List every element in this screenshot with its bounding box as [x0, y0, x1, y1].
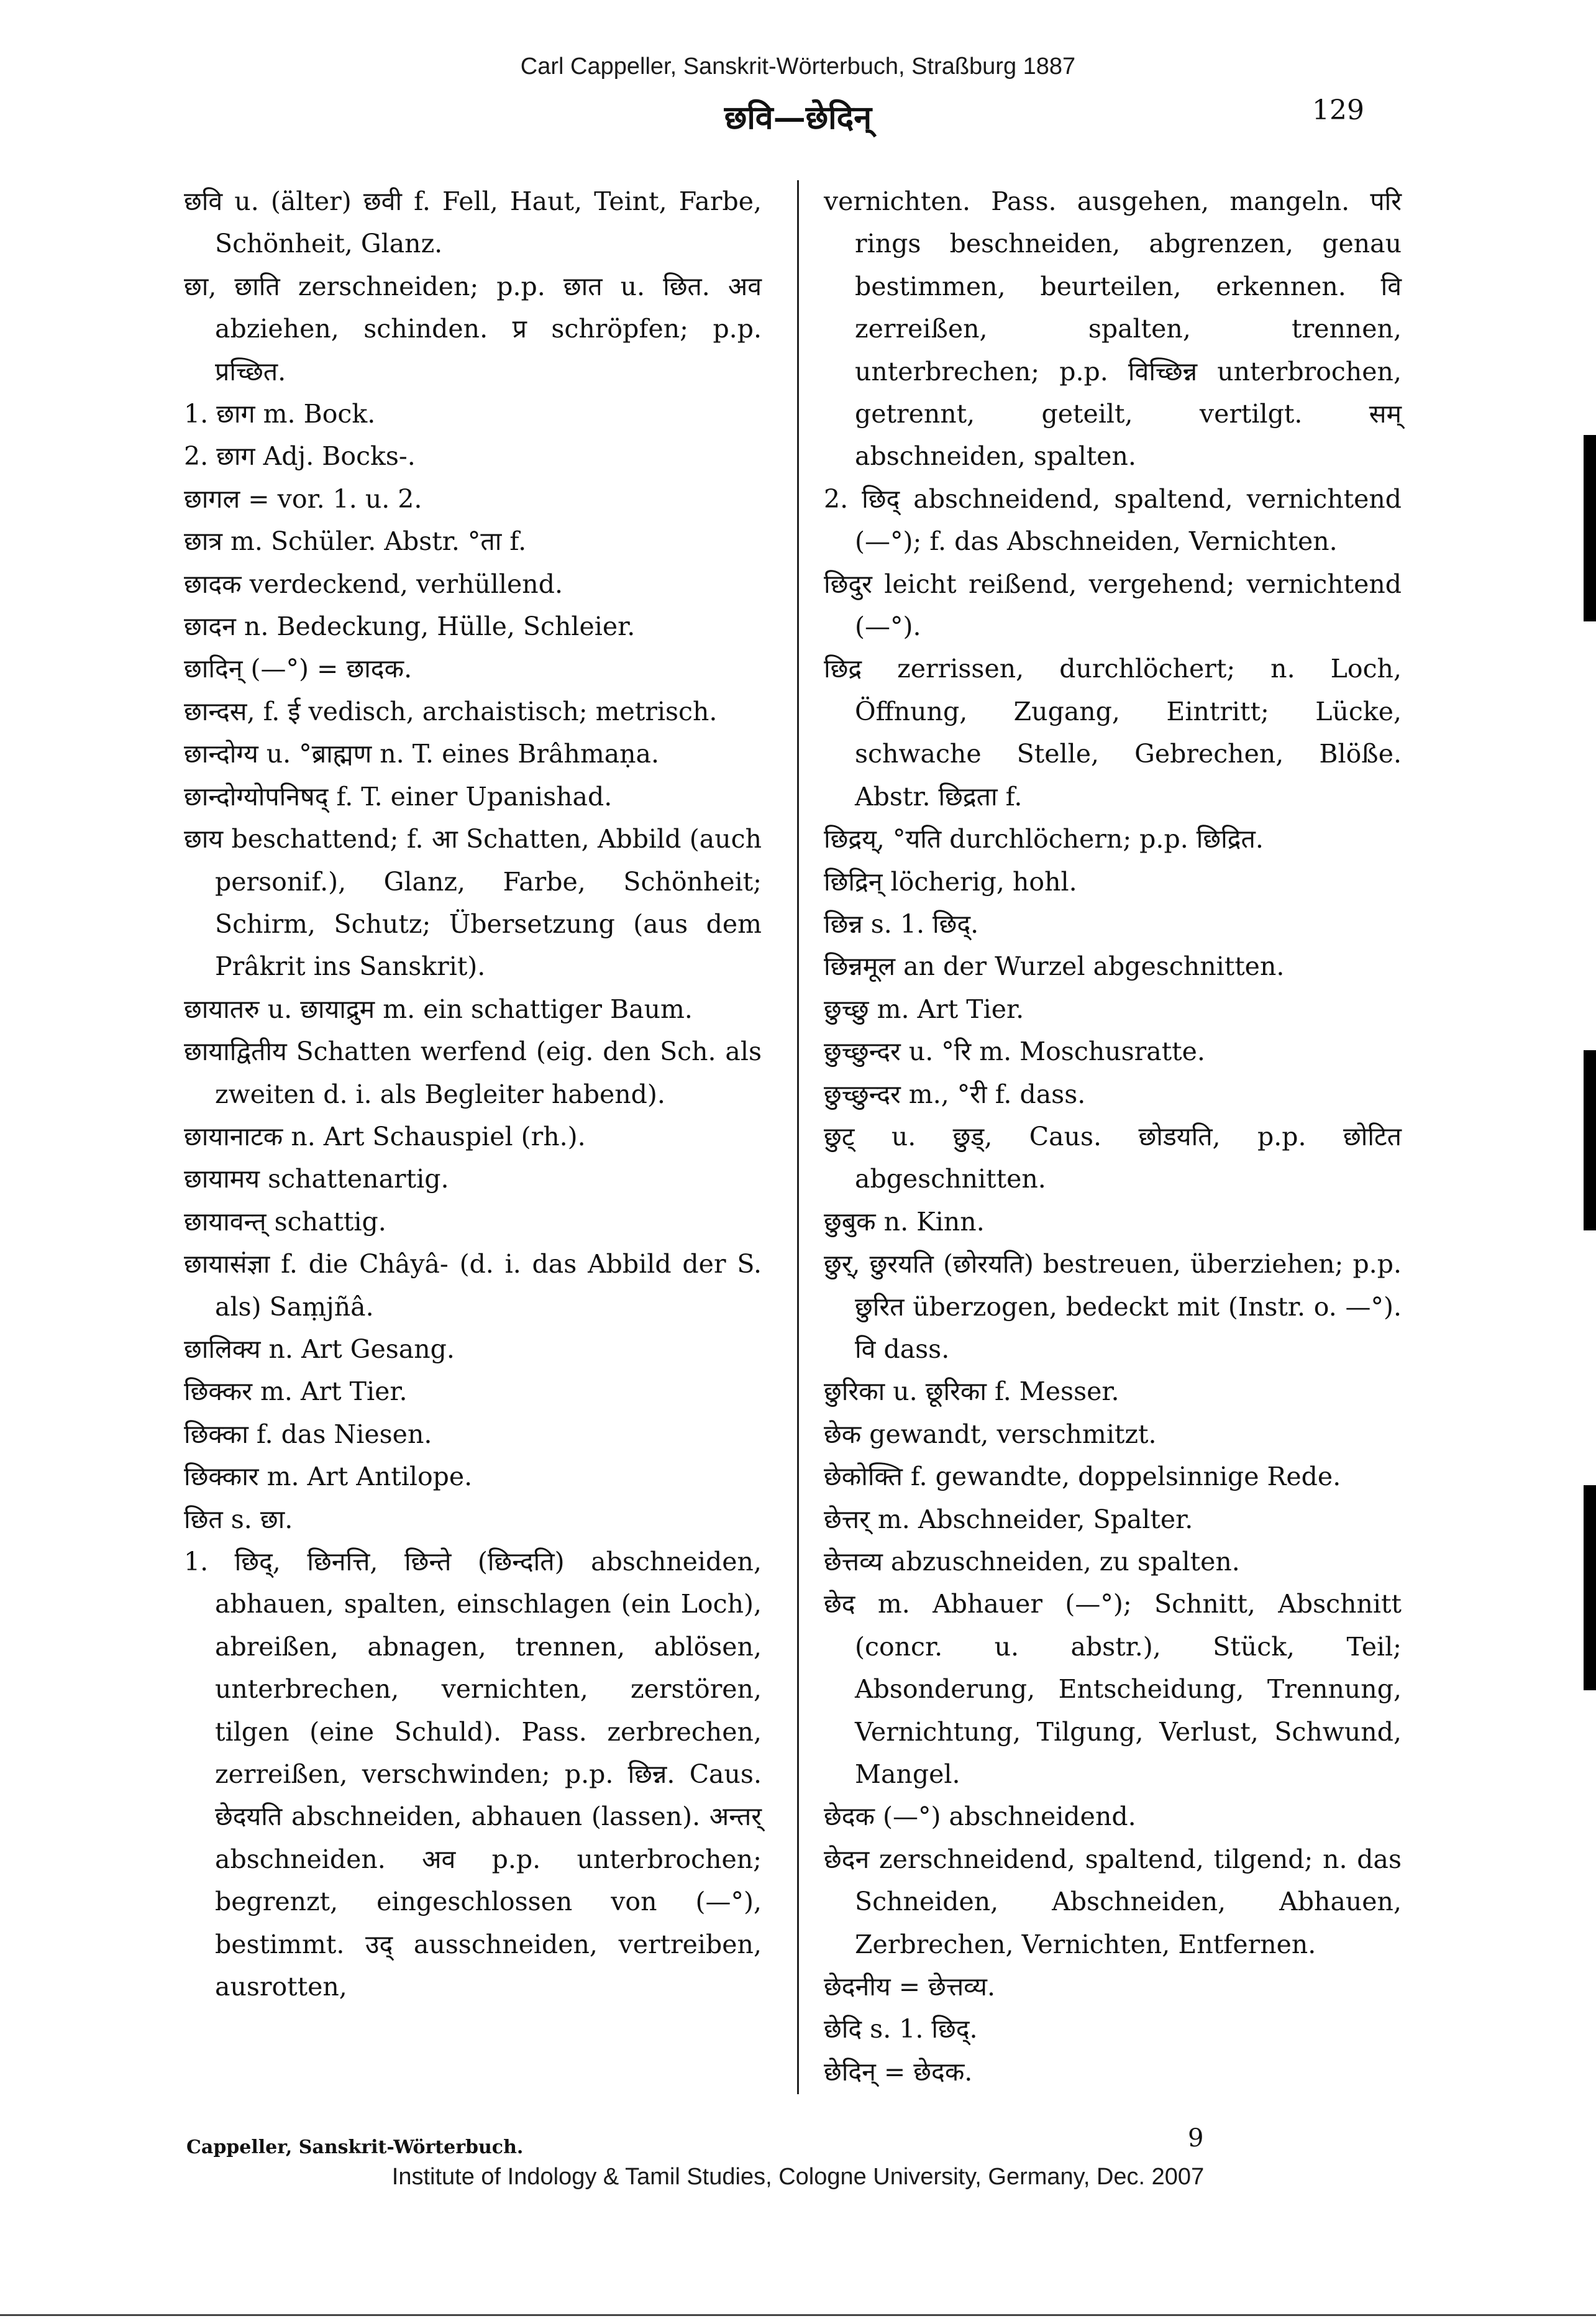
dictionary-entry: छिन्न s. 1. छिद्.: [824, 909, 979, 939]
dictionary-entry: 2. छिद् abschneidend, spaltend, vernichtend (—°); f. das Abschneiden, Vernichten.: [824, 483, 1402, 557]
dictionary-entry: छिदुर leicht reißend, vergehend; vernichtend (—°).: [824, 569, 1402, 642]
dictionary-entry: छेदिन् = छेदक.: [824, 2056, 973, 2087]
dictionary-entry: vernichten. Pass. ausgehen, mangeln. परि rings beschneiden, abgrenzen, genau bestimmen, beurteilen, erkennen. वि zerreißen, spalten, trennen, unterbrechen; p.p. विच्छिन्न unterbrochen, getrennt, geteilt, vertilgt. सम् abschneiden, spalten.: [824, 186, 1402, 472]
dictionary-entry: छिक्कर m. Art Tier.: [184, 1376, 408, 1407]
dictionary-entry: छेदन zerschneidend, spaltend, tilgend; n. das Schneiden, Abschneiden, Abhauen, Zerbrechen, Vernichten, Entfernen.: [824, 1844, 1402, 1959]
dictionary-entry: छिन्नमूल an der Wurzel abgeschnitten.: [824, 951, 1285, 982]
running-head: छवि—छेदिन्: [724, 99, 872, 137]
header-source: Carl Cappeller, Sanskrit-Wörterbuch, Straßburg 1887: [520, 53, 1076, 80]
footer-signature: 9: [1188, 2124, 1204, 2153]
dictionary-entry: छिद्रिन् löcherig, hohl.: [824, 866, 1077, 897]
dictionary-entry: छायावन्त् schattig.: [184, 1206, 386, 1237]
dictionary-entry: छुट् u. छुड्, Caus. छोडयति, p.p. छोटित abgeschnitten.: [824, 1121, 1402, 1194]
dictionary-entry: छायातरु u. छायाद्रुम m. ein schattiger Baum.: [184, 994, 693, 1024]
scan-edge-mark: [1584, 435, 1596, 621]
dictionary-entry: छुच्छुन्दर m., °री f. dass.: [824, 1079, 1086, 1109]
footer-book-title: Cappeller, Sanskrit-Wörterbuch.: [186, 2136, 524, 2158]
scan-bottom-edge: [0, 2314, 1596, 2316]
dictionary-entry: छाय beschattend; f. आ Schatten, Abbild (auch personif.), Glanz, Farbe, Schönheit; Schirm, Schutz; Übersetzung (aus dem Prâkrit ins Sanskrit).: [184, 824, 762, 982]
dictionary-entry: छायानाटक n. Art Schauspiel (rh.).: [184, 1121, 586, 1151]
dictionary-entry: 2. छाग Adj. Bocks-.: [184, 441, 416, 472]
dictionary-entry: छुर्, छुरयति (छोरयति) bestreuen, überziehen; p.p. छुरित überzogen, bedeckt mit (Instr. o. —°). वि dass.: [824, 1249, 1402, 1364]
dictionary-entry: छेदनीय = छेत्तव्य.: [824, 1972, 995, 2002]
dictionary-entry: छुच्छु m. Art Tier.: [824, 994, 1024, 1024]
dictionary-entry: छात्र m. Schüler. Abstr. °ता f.: [184, 526, 527, 557]
page-number: 129: [1312, 94, 1364, 126]
dictionary-entry: छागल = vor. 1. u. 2.: [184, 483, 422, 514]
column-divider: [797, 180, 799, 2094]
dictionary-entry: छादन n. Bedeckung, Hülle, Schleier.: [184, 611, 636, 642]
dictionary-entry: छेकोक्ति f. gewandte, doppelsinnige Rede.: [824, 1462, 1341, 1492]
dictionary-entry: छेद m. Abhauer (—°); Schnitt, Abschnitt (concr. u. abstr.), Stück, Teil; Absonderung, Entscheidung, Trennung, Vernichtung, Tilgung, Verlust, Schwund, Mangel.: [824, 1589, 1402, 1790]
dictionary-entry: छवि u. (älter) छवी f. Fell, Haut, Teint, Farbe, Schönheit, Glanz.: [184, 186, 762, 259]
dictionary-entry: छादिन् (—°) = छादक.: [184, 654, 413, 684]
dictionary-entry: छिक्कार m. Art Antilope.: [184, 1462, 473, 1492]
dictionary-entry: छुच्छुन्दर u. °रि m. Moschusratte.: [824, 1037, 1205, 1067]
dictionary-entry: छेत्तर् m. Abschneider, Spalter.: [824, 1504, 1193, 1534]
dictionary-entry: 1. छिद्, छिनत्ति, छिन्ते (छिन्दति) abschneiden, abhauen, spalten, einschlagen (ein Loch), abreißen, abnagen, trennen, ablösen, unterbrechen, vernichten, zerstören, tilgen (eine Schuld). Pass. zerbrechen, zerreißen, verschwinden; p.p. छिन्न. Caus. छेदयति abschneiden, abhauen (lassen). अन्तर् abschneiden. अव p.p. unterbrochen; begrenzt, eingeschlossen von (—°), bestimmt. उद् ausschneiden, vertreiben, ausrotten,: [184, 1547, 762, 2002]
left-column: [184, 180, 762, 2008]
scan-edge-mark: [1584, 1485, 1596, 1690]
dictionary-entry: छालिक्य n. Art Gesang.: [184, 1334, 455, 1364]
scan-edge-mark: [1584, 1050, 1596, 1230]
dictionary-entry: छान्दस, f. ई vedisch, archaistisch; metrisch.: [184, 696, 718, 726]
dictionary-entry: छादक verdeckend, verhüllend.: [184, 569, 563, 599]
dictionary-entry: छायासंज्ञा f. die Châyâ- (d. i. das Abbild der S. als) Saṃjñâ.: [184, 1249, 762, 1322]
dictionary-entry: छित s. छा.: [184, 1504, 293, 1534]
right-column: [824, 180, 1402, 2093]
dictionary-entry: छेक gewandt, verschmitzt.: [824, 1419, 1157, 1449]
dictionary-entry: छेदि s. 1. छिद्.: [824, 2014, 978, 2044]
dictionary-entry: छान्दोग्योपनिषद् f. T. einer Upanishad.: [184, 781, 613, 812]
dictionary-entry: छिद्र zerrissen, durchlöchert; n. Loch, Öffnung, Zugang, Eintritt; Lücke, schwache Stelle, Gebrechen, Blöße. Abstr. छिद्रता f.: [824, 654, 1402, 812]
dictionary-entry: छान्दोग्य u. °ब्राह्मण n. T. eines Brâhmaṇa.: [184, 739, 660, 769]
dictionary-entry: छिद्रय्, °यति durchlöchern; p.p. छिद्रित.: [824, 824, 1264, 854]
dictionary-entry: छायाद्वितीय Schatten werfend (eig. den Sch. als zweiten d. i. als Begleiter habend).: [184, 1037, 762, 1109]
dictionary-entry: छायामय schattenartig.: [184, 1164, 449, 1194]
footer-institute: Institute of Indology & Tamil Studies, Cologne University, Germany, Dec. 2007: [391, 2164, 1205, 2190]
dictionary-entry: छेदक (—°) abschneidend.: [824, 1801, 1136, 1832]
dictionary-entry: छा, छाति zerschneiden; p.p. छात u. छित. अव abziehen, schinden. प्र schröpfen; p.p. प्रच्छित.: [184, 271, 762, 387]
dictionary-entry: छिक्का f. das Niesen.: [184, 1419, 432, 1449]
dictionary-entry: छुरिका u. छूरिका f. Messer.: [824, 1376, 1119, 1407]
dictionary-entry: 1. छाग m. Bock.: [184, 399, 376, 429]
dictionary-entry: छेत्तव्य abzuschneiden, zu spalten.: [824, 1547, 1240, 1577]
dictionary-entry: छुबुक n. Kinn.: [824, 1206, 985, 1237]
